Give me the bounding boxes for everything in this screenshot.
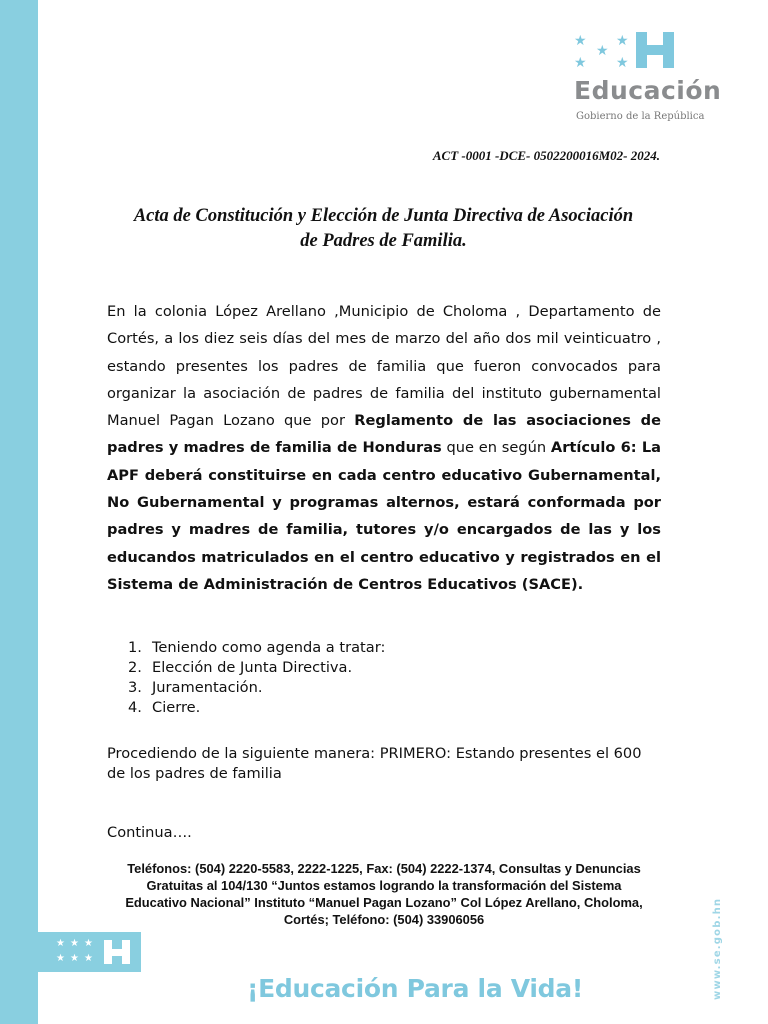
continue-text: Continua…. xyxy=(107,824,192,841)
agenda-list xyxy=(107,638,385,718)
list-item: 2. Elección de Junta Directiva. xyxy=(128,659,353,676)
footer-line-4: Cortés; Teléfono: (504) 33906056 xyxy=(283,912,485,927)
education-logo xyxy=(572,32,742,132)
body-middle: que en según xyxy=(441,439,551,457)
title-line-2: de Padres de Familia. xyxy=(300,231,467,251)
footer-line-1: Teléfonos: (504) 2220-5583, 2222-1225, Fax: (504) 2222-1374, Consultas y Denuncias xyxy=(127,861,641,876)
list-item: 3. Juramentación. xyxy=(128,679,263,696)
body-intro: En la colonia López Arellano ,Municipio de Choloma , Departamento de Cortés, a los diez seis días del mes de marzo del año dos mil veinticuatro , estando presentes los padres de familia que fueron convocados para organizar la asociación de padres de familia del instituto gubernamental Manuel Pagan Lozano que por xyxy=(107,303,661,430)
body-paragraph xyxy=(107,298,661,598)
left-accent-bar xyxy=(0,0,38,1024)
footer-contact xyxy=(100,860,668,928)
logo-subtitle: Gobierno de la República xyxy=(576,111,705,122)
honduras-h-icon xyxy=(636,32,674,68)
list-item: 4. Cierre. xyxy=(128,699,201,716)
logo-wordmark: Educación xyxy=(574,76,722,105)
title-line-1: Acta de Constitución y Elección de Junta Directiva de Asociación xyxy=(133,206,634,226)
logo-stars-icon: ★ ★ ★ ★ ★ xyxy=(574,33,629,71)
footer-line-3: Educativo Nacional” Instituto “Manuel Pagan Lozano” Col López Arellano, Choloma, xyxy=(125,895,643,910)
body-article: Artículo 6: La APF deberá constituirse en cada centro educativo Gubernamental, No Gubernamental y programas alternos, estará conformada por padres y madres de familia, tutores y/o encargados de las y los educandos matriculados en el centro educativo y registrados en el Sistema de Administración de Centros Educativos (SACE). xyxy=(107,439,662,593)
slogan: ¡Educación Para la Vida! xyxy=(247,974,583,1003)
list-item: 1. Teniendo como agenda a tratar: xyxy=(128,639,386,656)
footer-line-2: Gratuitas al 104/130 “Juntos estamos logrando la transformación del Sistema xyxy=(146,878,622,893)
proceeding-paragraph: Procediendo de la siguiente manera: PRIMERO: Estando presentes el 600 de los padres de familia xyxy=(107,745,642,782)
act-code: ACT -0001 -DCE- 0502200016M02- 2024. xyxy=(432,148,660,163)
document-title xyxy=(106,204,661,254)
badge-h-icon xyxy=(104,940,130,964)
website-url: www.se.gob.hn xyxy=(712,897,723,1000)
body-regulation: Reglamento de las asociaciones de padres y madres de familia de Honduras xyxy=(107,412,661,457)
bottom-logo-badge xyxy=(38,932,141,972)
badge-stars-icon: ★ ★ ★ ★ ★ ★ xyxy=(56,938,93,964)
